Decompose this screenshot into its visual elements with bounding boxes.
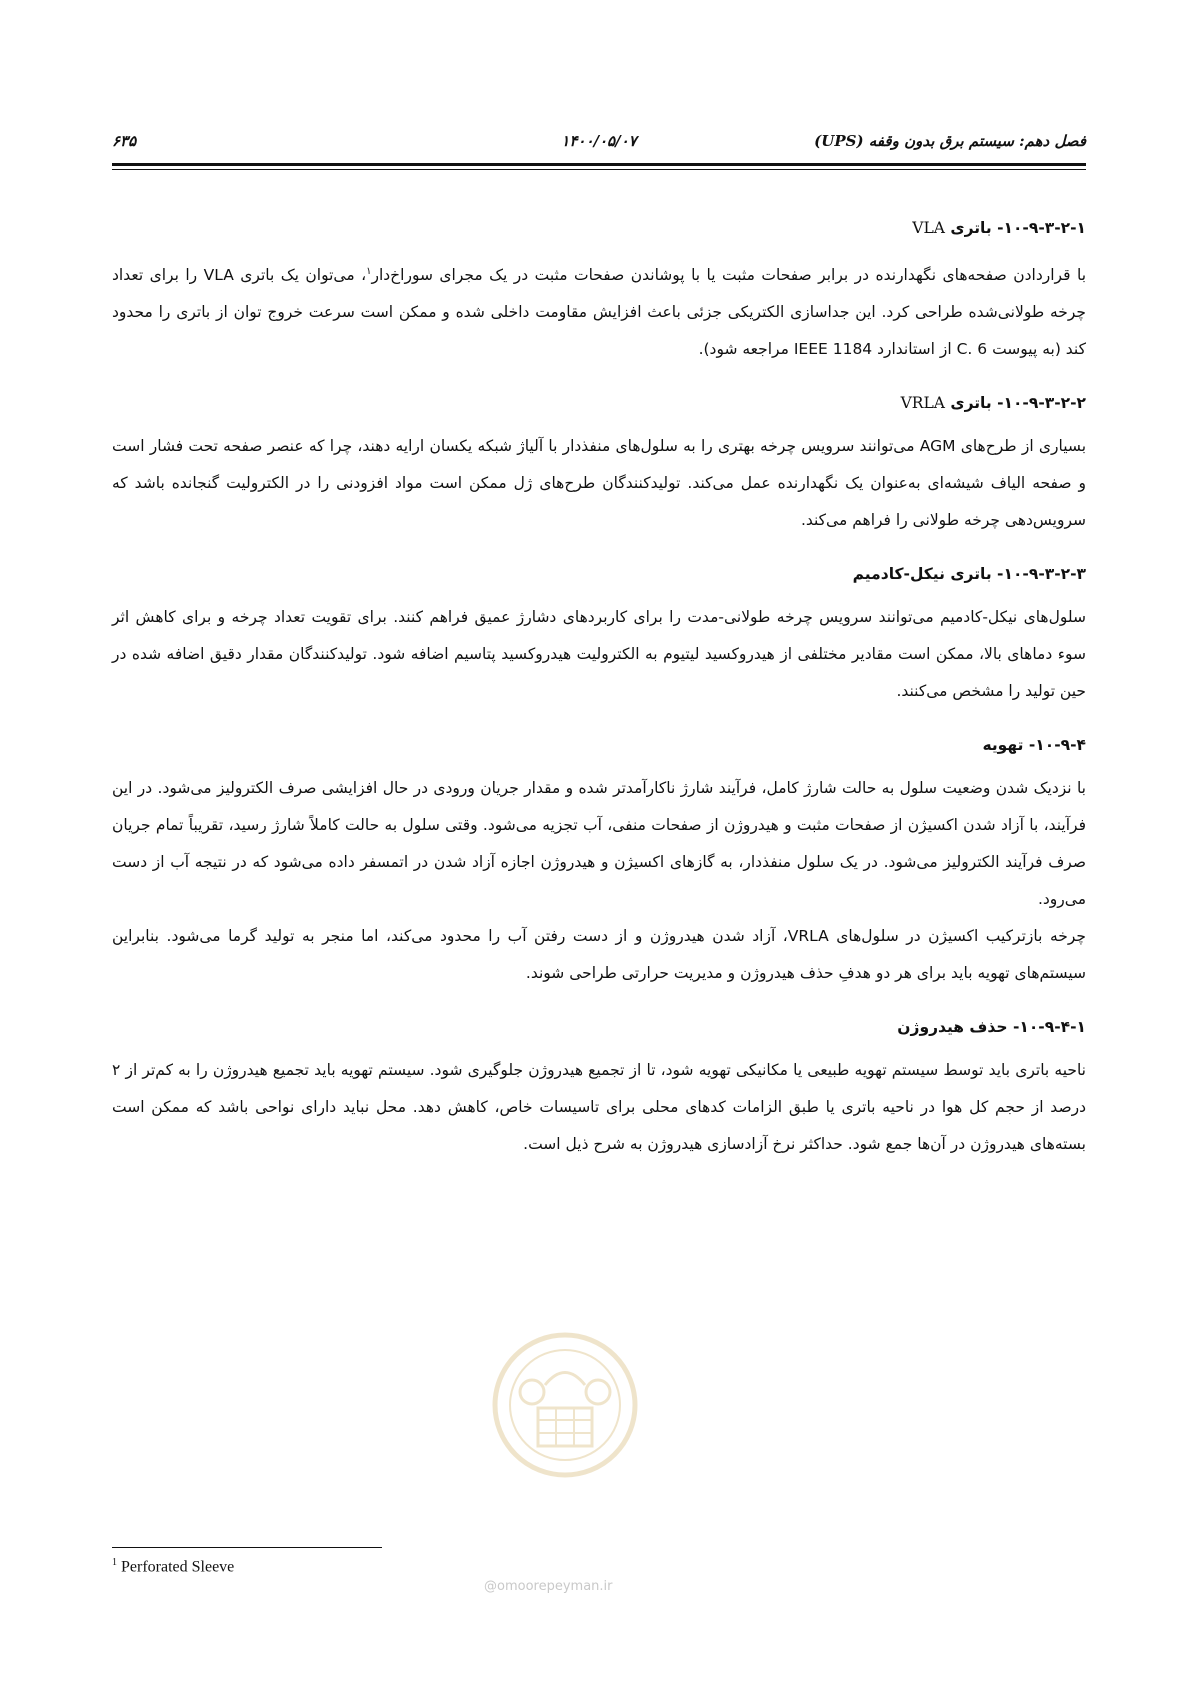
body-paragraph: ناحیه باتری باید توسط سیستم تهویه طبیعی یا مکانیکی تهویه شود، تا از تجمیع هیدروژن جلوگیری شود. سیستم تهویه باید تجمیع هیدروژن را به کم‌تر از ۲ درصد از حجم کل هوا در ناحیه باتری یا طبق الزامات کدهای محلی برای تاسیسات خاص، کاهش دهد. محل نباید دارای نواحی باشد که ممکن است بسته‌های هیدروژن در آن‌ها جمع شود. حداکثر نرخ آزادسازی هیدروژن به شرح ذیل است. — [112, 1061, 1086, 1154]
page-header — [112, 128, 1086, 154]
section-heading: ۱۰-۹-۴- تهویه — [982, 736, 1086, 755]
footnote-text: Perforated Sleeve — [121, 1558, 235, 1576]
body-paragraph: سلول‌های نیکل-کادمیم می‌توانند سرویس چرخه طولانی-مدت را برای کاربردهای دشارژ عمیق فراهم کنند. برای تقویت تعداد چرخه و برای کاهش اثر سوء دماهای بالا، ممکن است مقادیر مختلفی از هیدروکسید لیتیوم به الکترولیت هیدروکسید پتاسیم اضافه شود. تولیدکنندگان مقدار دقیق اضافه شده در حین تولید را مشخص می‌کنند. — [112, 608, 1086, 701]
body-paragraph: با قراردادن صفحه‌های نگهدارنده در برابر صفحات مثبت یا با پوشاندن صفحات مثبت در یک مجرای سوراخ‌دار$^۱$، می‌توان یک باتری VLA را برای تعداد چرخه طولانی‌شده طراحی کرد. این جداسازی الکتریکی جزئی باعث افزایش مقاومت داخلی شده و ممکن است سرعت خروج توان از باتری را محدود کند (به پیوست C. 6 از استاندارد IEEE 1184 مراجعه شود). — [112, 266, 1087, 359]
footnote-ref[interactable]: ۱ — [366, 266, 372, 277]
chapter-title: فصل دهم: سیستم برق بدون وقفه (UPS) — [814, 132, 1086, 150]
section-heading: ۱۰-۹-۳-۲-۲- باتری VRLA — [900, 394, 1086, 413]
body-paragraph: چرخه بازترکیب اکسیژن در سلول‌های VRLA، آزاد شدن هیدروژن و از دست رفتن آب را محدود می‌کند، اما منجر به تولید گرما می‌شود. بنابراین سیستم‌های تهویه باید برای هر دو هدفِ حذف هیدروژن و مدیریت حرارتی طراحی شوند. — [112, 927, 1086, 983]
watermark-text: @omoorepeyman.ir — [484, 1579, 613, 1594]
page-number: ۶۳۵ — [112, 132, 137, 150]
body-paragraph: با نزدیک شدن وضعیت سلول به حالت شارژ کامل، فرآیند شارژ ناکارآمدتر شده و مقدار جریان ورودی در حال افزایشی صرف الکترولیز می‌شود. در این فرآیند، با آزاد شدن اکسیژن از صفحات مثبت و هیدروژن از صفحات منفی، آب تجزیه می‌شود. وقتی سلول به حالت کاملاً شارژ رسید، تقریباً تمام جریان صرف فرآیند الکترولیز می‌شود. در یک سلول منفذدار، به گازهای اکسیژن و هیدروژن اجازه آزاد شدن در اتمسفر داده می‌شود که در نتیجه آب از دست می‌رود. — [112, 779, 1086, 909]
body-paragraph: بسیاری از طرح‌های AGM می‌توانند سرویس چرخه بهتری را به سلول‌های منفذدار با آلیاژ شبکه یکسان ارایه دهند، چرا که عنصر صفحه تحت فشار است و صفحه الیاف شیشه‌ای به‌عنوان یک نگهدارنده عمل می‌کند. تولیدکنندگان طرح‌های ژل ممکن است مواد افزودنی را در الکترولیت گنجانده باشد که سرویس‌دهی چرخه طولانی را فراهم می‌کند. — [112, 437, 1087, 530]
page-body — [112, 215, 1086, 1163]
footnote — [112, 1557, 234, 1576]
header-rule-thick — [112, 163, 1086, 166]
section-heading: ۱۰-۹-۴-۱- حذف هیدروژن — [897, 1018, 1086, 1037]
footnote-number: 1 — [112, 1557, 117, 1568]
watermark-logo — [490, 1330, 640, 1480]
header-date: ۱۴۰۰/۰۵/۰۷ — [561, 132, 637, 150]
header-rule-thin — [112, 169, 1086, 170]
section-heading: ۱۰-۹-۳-۲-۱- باتری VLA — [912, 219, 1086, 237]
section-heading: ۱۰-۹-۳-۲-۳- باتری نیکل-کادمیم — [852, 565, 1086, 584]
footnote-rule — [112, 1547, 382, 1548]
